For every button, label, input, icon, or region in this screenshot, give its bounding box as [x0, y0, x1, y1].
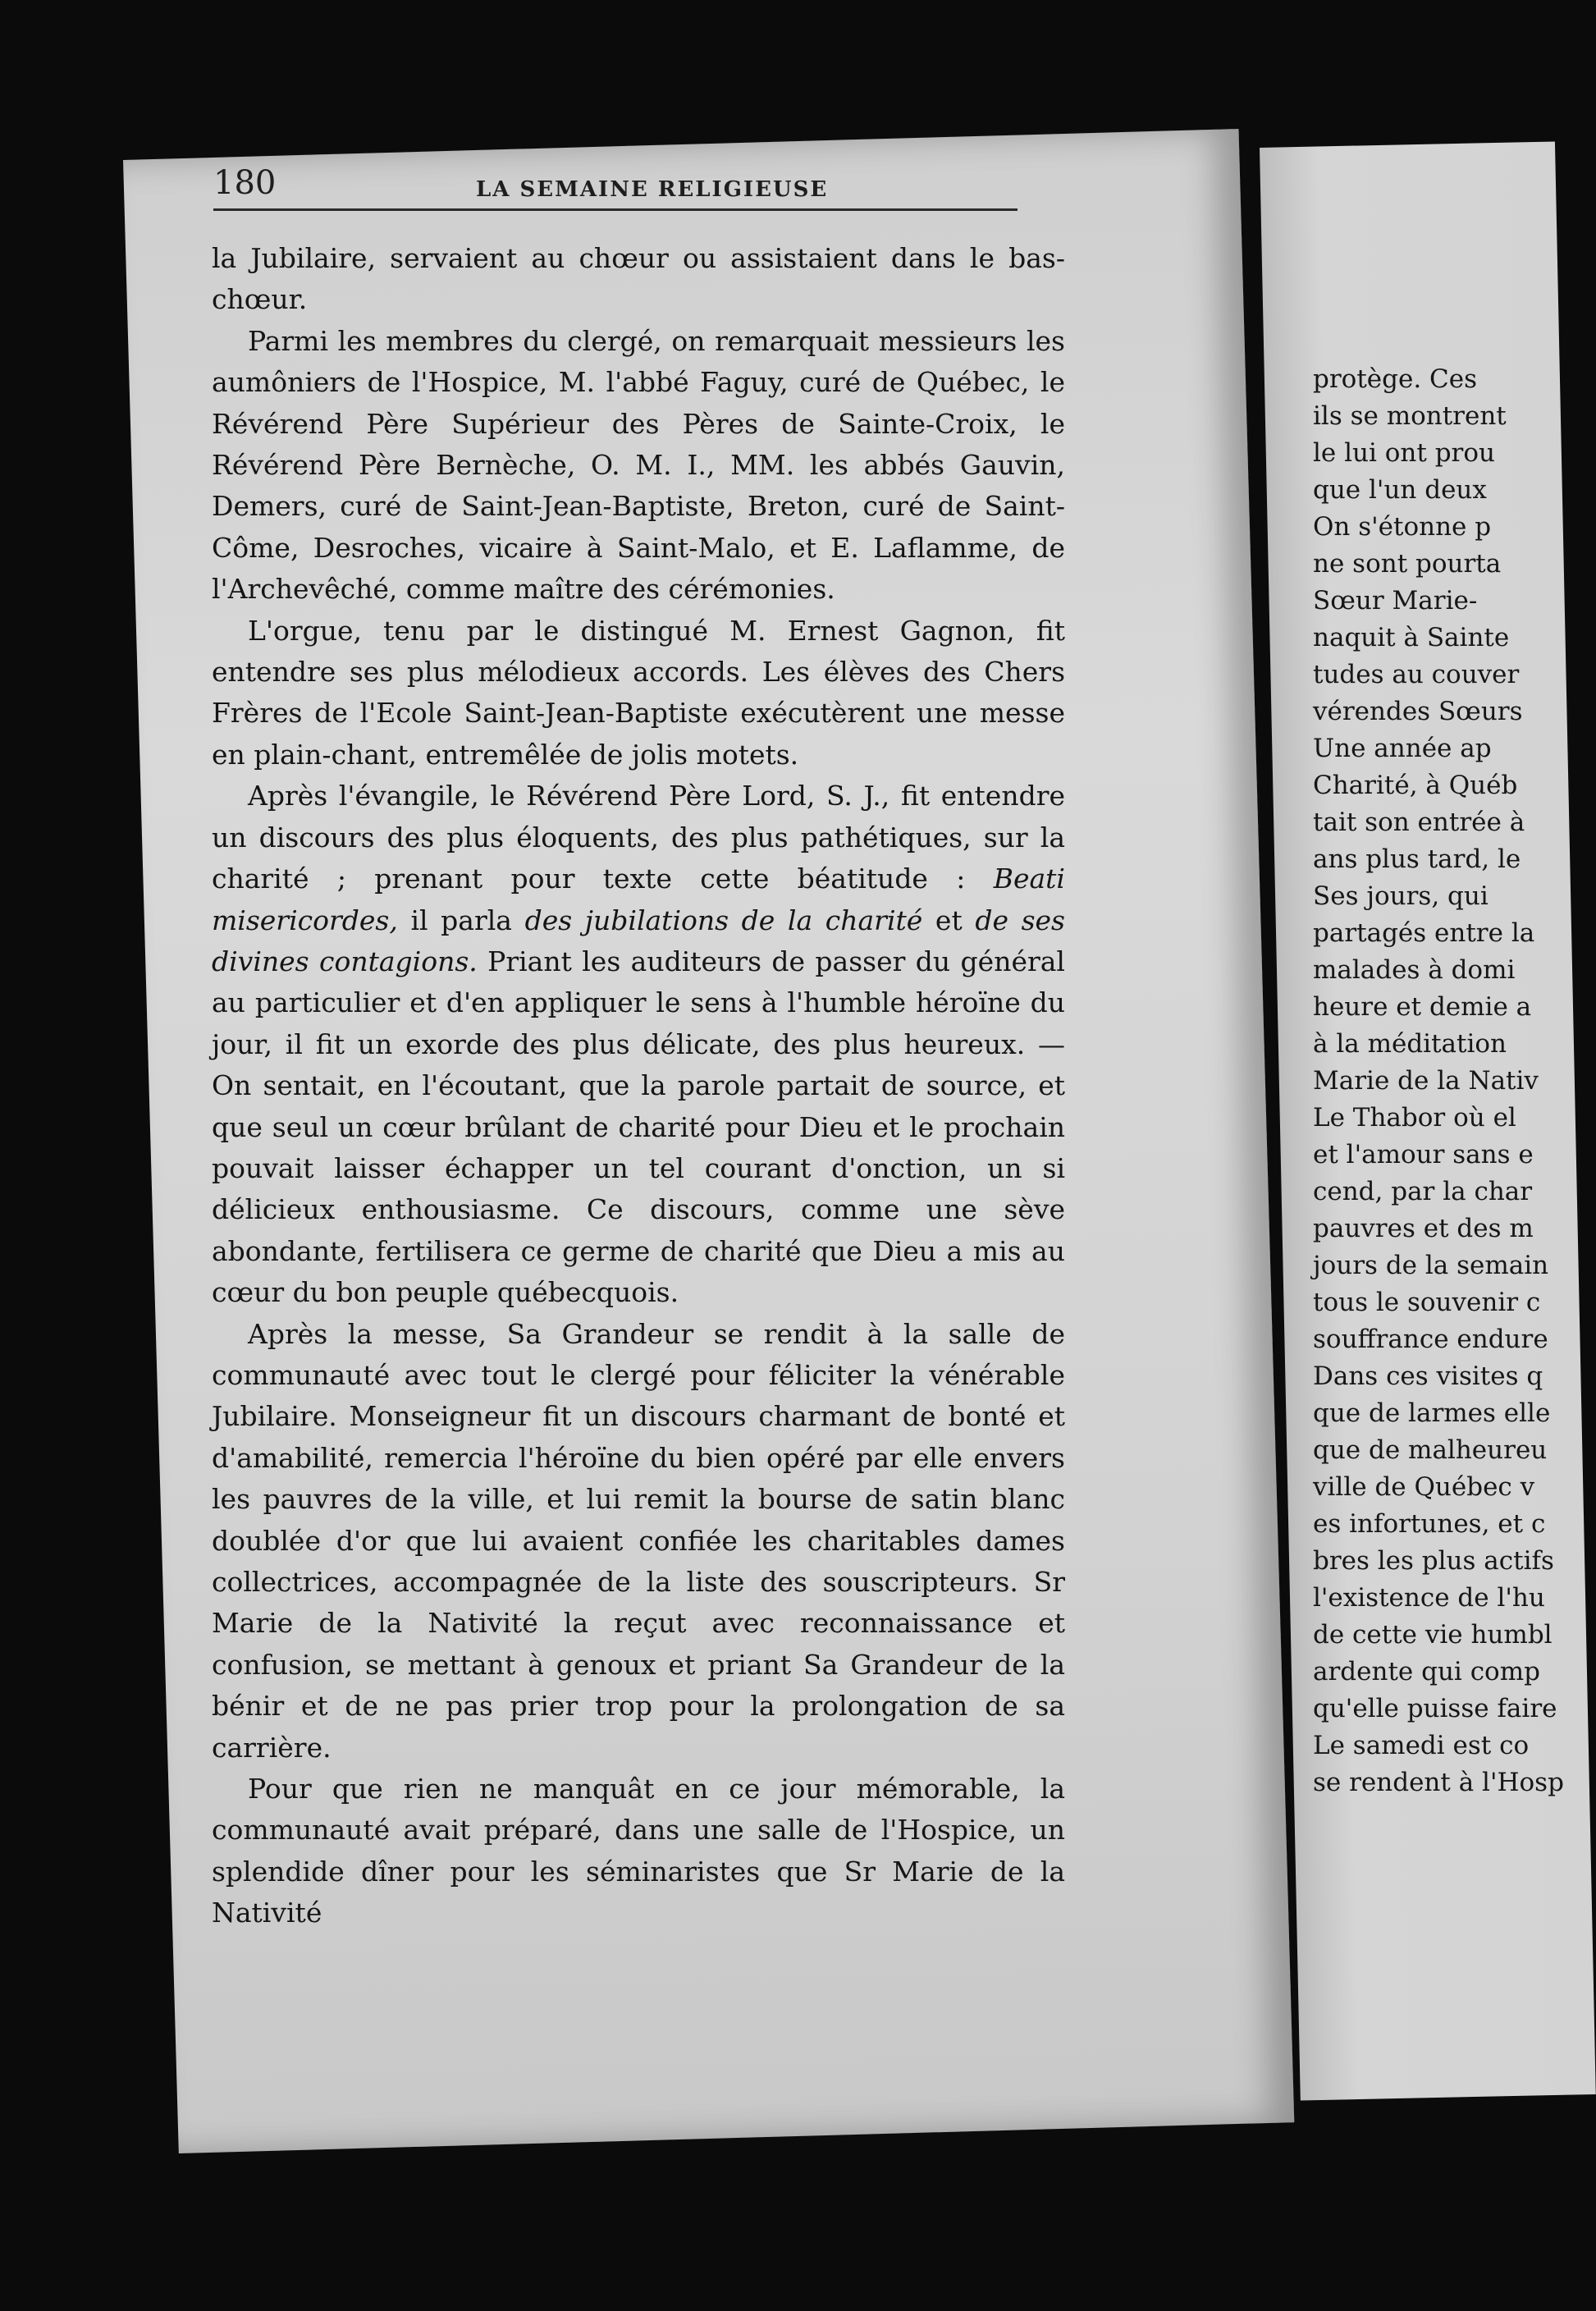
- paragraph-3: L'orgue, tenu par le distingué M. Ernest Gagnon, fit entendre ses plus mélodieux accords. Les élèves des Chers Frères de l'Ecole Saint-Jean-Baptiste exécutèrent une messe en plain-chant, entremêlée de jolis motets.: [212, 614, 1065, 771]
- p4-latin-text: Beati misericordes,: [212, 863, 1065, 936]
- p4-text-e: et: [922, 904, 976, 936]
- right-page-line: malades à domi: [1313, 955, 1516, 985]
- right-page-text: [1313, 361, 1564, 1801]
- right-page-line: Le Thabor où el: [1313, 1103, 1516, 1133]
- right-page-line: souffrance endure: [1313, 1325, 1548, 1354]
- right-page-line: Une année ap: [1313, 734, 1492, 763]
- right-page-line: naquit à Sainte: [1313, 623, 1510, 652]
- right-page-line: que l'un deux: [1313, 475, 1487, 505]
- p4-text-c: il parla: [397, 904, 525, 936]
- right-page-line: es infortunes, et c: [1313, 1509, 1546, 1539]
- right-page-line: qu'elle puisse faire: [1313, 1694, 1557, 1723]
- right-page-line: Sœur Marie-: [1313, 586, 1478, 616]
- right-page-line: que de malheureu: [1313, 1435, 1548, 1465]
- left-page-body: [212, 238, 1065, 1934]
- right-page-line: tait son entrée à: [1313, 808, 1525, 837]
- paragraph-4: [212, 776, 1065, 1313]
- right-page-line: tudes au couver: [1313, 660, 1520, 689]
- page-number: 180: [213, 164, 277, 202]
- right-page-line: ne sont pourta: [1313, 549, 1502, 579]
- right-page-line: se rendent à l'Hosp: [1313, 1768, 1564, 1797]
- p4-text-g: Priant les auditeurs de passer du général au particulier et d'en appliquer le sens à l'humble héroïne du jour, il fit un exorde des plus délicate, des plus heureux. — On sentait, en l'écoutant, que la parole partait de source, et que seul un cœur brûlant de charité pour Dieu et le prochain pouvait laisser échapper un tel courant d'onction, un si délicieux enthousiasme. Ce discours, comme une sève abondante, fertilisera ce germe de charité que Dieu a mis au cœur du bon peuple québecquois.: [212, 945, 1065, 1309]
- paragraph-1: la Jubilaire, servaient au chœur ou assistaient dans le bas-chœur.: [212, 242, 1065, 316]
- right-page-line: que de larmes elle: [1313, 1398, 1551, 1428]
- right-page-line: ardente qui comp: [1313, 1657, 1540, 1686]
- right-page-line: de cette vie humbl: [1313, 1620, 1553, 1650]
- right-page-line: l'existence de l'hu: [1313, 1583, 1545, 1613]
- right-page-line: tous le souvenir c: [1313, 1288, 1541, 1317]
- paragraph-2: Parmi les membres du clergé, on remarquait messieurs les aumôniers de l'Hospice, M. l'abbé Faguy, curé de Québec, le Révérend Père Supérieur des Pères de Sainte-Croix, le Révérend Père Bernèche, O. M. I., MM. les abbés Gauvin, Demers, curé de Saint-Jean-Baptiste, Breton, curé de Saint-Côme, Desroches, vicaire à Saint-Malo, et E. Laflamme, de l'Archevêché, comme maître des cérémonies.: [212, 324, 1065, 606]
- right-page-line: ans plus tard, le: [1313, 844, 1521, 874]
- right-page-line: vérendes Sœurs: [1313, 697, 1523, 726]
- right-page-line: partagés entre la: [1313, 918, 1535, 948]
- right-page-line: à la méditation: [1313, 1029, 1507, 1059]
- running-title: LA SEMAINE RELIGIEUSE: [476, 177, 829, 202]
- right-page-line: bres les plus actifs: [1313, 1546, 1554, 1576]
- p4-italic-contagions: de ses divines contagions.: [212, 904, 1065, 977]
- right-page-line: jours de la semain: [1313, 1251, 1549, 1280]
- right-page-line: et l'amour sans e: [1313, 1140, 1534, 1169]
- right-page-line: ville de Québec v: [1313, 1472, 1535, 1502]
- right-page-line: ils se montrent: [1313, 401, 1507, 431]
- right-page-line: pauvres et des m: [1313, 1214, 1534, 1243]
- right-page-line: Charité, à Québ: [1313, 771, 1518, 800]
- paragraph-5: Après la messe, Sa Grandeur se rendit à la salle de communauté avec tout le clergé pour féliciter la vénérable Jubilaire. Monseigneur fit un discours charmant de bonté et d'amabilité, remercia l'héroïne du bien opéré par elle envers les pauvres de la ville, et lui remit la bourse de satin blanc doublée d'or que lui avaient confiée les charitables dames collectrices, accompagnée de la liste des souscripteurs. Sr Marie de la Nativité la reçut avec reconnaissance et confusion, se mettant à genoux et priant Sa Grandeur de la bénir et de ne pas prier trop pour la prolongation de sa carrière.: [212, 1317, 1065, 1764]
- page-header: [213, 164, 1018, 211]
- right-page-line: On s'étonne p: [1313, 512, 1492, 542]
- right-page-line: cend, par la char: [1313, 1177, 1533, 1206]
- p4-text-a: Après l'évangile, le Révérend Père Lord, S. J., fit entendre un discours des plus éloquents, des plus pathétiques, sur la charité ; prenant pour texte cette béatitude :: [212, 780, 1065, 895]
- right-page-line: protège. Ces: [1313, 364, 1478, 394]
- right-page-line: Ses jours, qui: [1313, 881, 1489, 911]
- right-page-line: Le samedi est co: [1313, 1731, 1530, 1760]
- right-page-line: heure et demie a: [1313, 992, 1532, 1022]
- right-page-line: le lui ont prou: [1313, 438, 1495, 468]
- right-page-line: Dans ces visites q: [1313, 1361, 1543, 1391]
- p4-italic-jubilations: des jubilations de la charité: [524, 904, 923, 936]
- paragraph-6: Pour que rien ne manquât en ce jour mémorable, la communauté avait préparé, dans une salle de l'Hospice, un splendide dîner pour les séminaristes que Sr Marie de la Nativité: [212, 1773, 1065, 1929]
- right-page-line: Marie de la Nativ: [1313, 1066, 1539, 1096]
